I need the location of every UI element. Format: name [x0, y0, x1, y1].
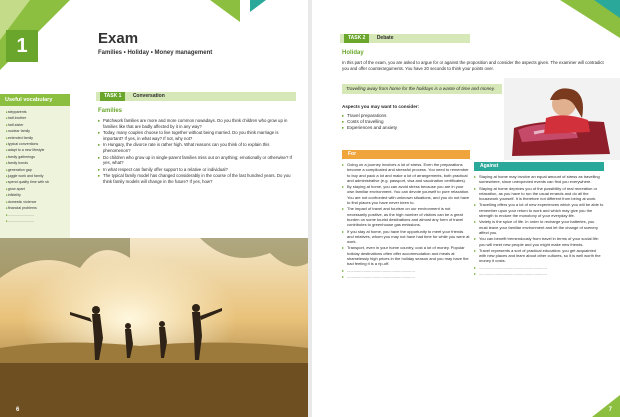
- for-item: ▸ .............................................................: [342, 268, 470, 273]
- against-item: ▸ Travelling offers you a lot of new experiences which you will be able to remember upon your return to work and which may give you the strength to endure the monotony of your everyday life.: [474, 202, 604, 218]
- page-number: 6: [16, 407, 20, 413]
- family-field-illustration: [0, 238, 308, 417]
- against-item: ▸ You can benefit tremendously from travel in terms of your social life: you will meet new people and you might make new friends.: [474, 236, 604, 247]
- suitcase-girl-photo: [504, 78, 620, 160]
- vocabulary-item: ▸ infidelity: [6, 192, 64, 198]
- decor-triangle: [250, 0, 266, 12]
- against-item: ▸ Staying at home may involve an equal amount of stress as travelling somewhere, since unexpected events can find you everywhere.: [474, 174, 604, 185]
- intro-text: In this part of the exam, you are asked to argue for or against the proposition and consider the aspects given. The examiner will contradict you and offer counterarguments. You have 20 seconds to think your points over.: [342, 60, 604, 71]
- aspects-heading: Aspects you may want to consider:: [342, 104, 420, 109]
- for-list: [342, 162, 470, 280]
- page-subtitle: Families • Holiday • Money management: [98, 50, 213, 56]
- against-item: ▸ Variety is the spice of life. In order to recharge your batteries, you must leave your familiar environment and let the change of scenery affect you.: [474, 219, 604, 235]
- vocabulary-item: ▸ family bonds: [6, 160, 64, 166]
- vocabulary-heading: Useful vocabulary: [0, 94, 70, 106]
- vocabulary-item: ▸ nuclear family: [6, 128, 64, 134]
- aspect-item: ▸ Costs of travelling: [342, 119, 397, 125]
- vocabulary-item: ▸ typical conventions: [6, 141, 64, 147]
- vocabulary-item: ▸ half-sister: [6, 122, 64, 128]
- aspect-item: ▸ Travel preparations: [342, 113, 397, 119]
- vocabulary-item: ▸ extended family: [6, 135, 64, 141]
- against-item: ▸ Travel represents a sort of practical education: you get acquainted with new places and learn about other cultures, so it is well worth the money it costs.: [474, 248, 604, 264]
- page-number: 7: [608, 407, 612, 413]
- task-number: TASK 2: [344, 34, 369, 43]
- against-heading: Against: [474, 162, 604, 171]
- aspects-list: [342, 113, 397, 131]
- question-item: ▸ Patchwork families are more and more common nowadays. Do you think children who grow up in families like that are badly affected by it in any way?: [98, 118, 298, 129]
- against-item: ▸ Staying at home deprives you of the possibility of real recreation or relaxation, as you have to run the usual errands and do all the housework yourself. It is therefore not different from being at work.: [474, 186, 604, 202]
- for-heading: For: [342, 150, 470, 159]
- section-heading: Holiday: [342, 50, 364, 56]
- question-item: ▸ In Hungary, the divorce rate is rather high. What reasons can you think of to explain this phenomenon?: [98, 142, 298, 153]
- vocabulary-item: ▸ spend quality time with sb: [6, 179, 64, 185]
- vocabulary-list: [0, 106, 70, 227]
- proposition-banner: Travelling away from home for the holidays is a waste of time and money.: [342, 84, 502, 94]
- suitcase-girl-illustration: [504, 78, 620, 160]
- vocabulary-item: ▸ stepparents: [6, 109, 64, 115]
- for-item: ▸ By staying at home, you can avoid stress because you are in your own familiar environment. You can devote yourself to pure relaxation. You are not confronted with unknown situations, and you do not have to find places you have never been to.: [342, 184, 470, 205]
- page-title: Exam: [98, 30, 139, 47]
- vocabulary-item: ▸ juggle work and family: [6, 173, 64, 179]
- aspect-item: ▸ Experiences and anxiety: [342, 125, 397, 131]
- for-item: ▸ Transport, even in your home country, cost a lot of money. Popular holiday destinations often offer accommodation and meals at shamelessly high prices in the holiday season and you may have the bad feeling it is a rip-off.: [342, 245, 470, 266]
- for-item: ▸ The impact of travel and tourism on our environment is not necessarily positive, as the high number of visitors can be a great burden on some tourist destinations and almost any form of travel contributes to greenhouse gas emissions.: [342, 206, 470, 227]
- vocabulary-item: ▸ generation gap: [6, 167, 64, 173]
- question-item: ▸ Do children who grow up in single-parent families miss out on anything; emotionally or otherwise? If yes, what?: [98, 155, 298, 166]
- vocabulary-item: ▸ adapt to a new lifestyle: [6, 147, 64, 153]
- question-item: ▸ The typical family model has changed considerably in the course of the last hundred years. Do you think family models will change in the future? If yes, how?: [98, 173, 298, 184]
- unit-number: 1: [6, 30, 38, 62]
- for-item: ▸ .............................................................: [342, 274, 470, 279]
- task-1-bar: [96, 92, 296, 101]
- question-item: ▸ In what respect can family offer support to a relative or individual?: [98, 167, 298, 173]
- vocabulary-item: ▸ half-brother: [6, 115, 64, 121]
- vocabulary-item: ▸ grow apart: [6, 186, 64, 192]
- decor-triangle: [210, 0, 240, 22]
- left-page: [0, 0, 308, 417]
- vocabulary-item: ▸ family gatherings: [6, 154, 64, 160]
- decor-triangle: [592, 395, 620, 417]
- for-item: ▸ If you stay at home, you have the opportunity to meet your friends and relatives, whom you may not have had time for while you were at work.: [342, 229, 470, 245]
- task-label: Conversation: [132, 93, 165, 99]
- decor-triangle: [594, 0, 620, 18]
- section-heading: Families: [98, 108, 123, 114]
- task-number: TASK 1: [100, 92, 125, 101]
- against-item: ▸ .............................................................: [474, 271, 604, 276]
- for-item: ▸ Going on a journey involves a lot of stress. Even the preparations become a complicated and stressful process. You need to remember to buy and pack a lot and make a lot of arrangements, both practical and administrative (e.g. passport, visa and vaccination certificates).: [342, 162, 470, 183]
- vocabulary-item: ▸ domestic violence: [6, 199, 64, 205]
- vocabulary-item: ▸ ..........................: [6, 212, 64, 218]
- against-item: ▸ .............................................................: [474, 265, 604, 270]
- family-field-photo: [0, 238, 308, 417]
- question-item: ▸ Today, many couples choose to live together without being married. Do you think marriage is important? If yes, in what way? If not, why not?: [98, 130, 298, 141]
- against-list: [474, 174, 604, 277]
- vocabulary-item: ▸ financial problems: [6, 205, 64, 211]
- task-2-bar: [340, 34, 470, 43]
- task-label: Debate: [376, 35, 394, 41]
- vocabulary-item: ▸ ..........................: [6, 218, 64, 224]
- question-list: [98, 118, 298, 186]
- right-page: [312, 0, 620, 417]
